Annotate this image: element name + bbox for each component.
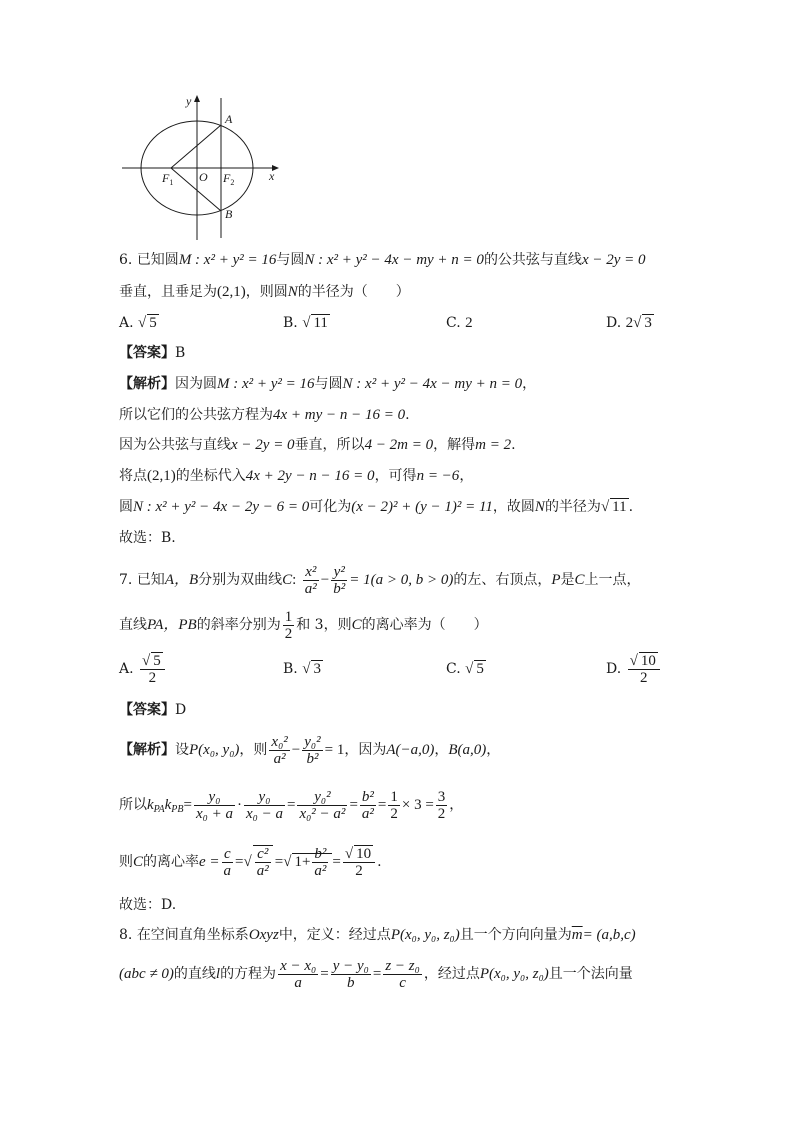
q7-option-d: D. $\frac{√ 10}{2}$ — [606, 651, 662, 687]
q6-analysis-4: 将点(2,1)的坐标代入4x + 2y − n − 16 = 0，可得n = −6， — [119, 468, 474, 484]
ellipse-figure — [115, 92, 285, 242]
q7-stem-line2: 直线PA，PB的斜率分别为 $\frac{1}{2}$ 和 3，则C的离心率为（ ） — [119, 608, 488, 642]
q8-line1: 8. 在空间直角坐标系Oxyz中，定义：经过点P(x₀, y₀, z₀)且一个方向向量为$\overline{m}= (a,b,c)$ — [119, 927, 636, 943]
q6-option-c: C. 2 — [446, 315, 473, 331]
q7-analysis-3: 则C的离心率e = $\frac{c}{a}$ =√ $\frac{\text{c²}}{\text{a²}}$ =√ 1+ $\frac{\text{b²}}{\text{a²}}$ = $\frac{√ 10}{2}$ . — [119, 845, 382, 879]
segment-f1-a — [171, 125, 221, 168]
label-o: O — [199, 170, 208, 184]
q7-answer: 【答案】D — [119, 702, 187, 718]
q6-option-d: D. 2√ 3 — [606, 315, 652, 331]
label-y: y — [186, 94, 192, 108]
q7-option-c: C. √ 5 — [446, 661, 484, 677]
q6-analysis-1: 【解析】因为圆M : x² + y² = 16与圆N : x² + y² − 4x − my + n = 0， — [119, 376, 537, 392]
q6-option-b: B. √ 11 — [283, 315, 328, 331]
q6-analysis-2: 所以它们的公共弦方程为4x + my − n − 16 = 0. — [119, 407, 410, 423]
q6-analysis-5: 圆N : x² + y² − 4x − 2y − 6 = 0可化为(x − 2)² + (y − 1)² = 11，故圆N的半径为√ 11 . — [119, 499, 634, 515]
segment-f1-b — [171, 168, 221, 211]
q7-select: 故选：D. — [119, 897, 177, 913]
q7-stem-line1: 7. 已知A，B分别为双曲线C: $\frac{\text{x²}}{\text{a²}}$ − $\frac{\text{y²}}{\text{b²}}$ = 1(a > 0, b > 0)的左、右顶点，P是C上一点， — [119, 563, 641, 597]
q6-stem-line2: 垂直，且垂足为(2,1)，则圆N的半径为（ ） — [119, 284, 410, 300]
q7-analysis-2: 所以$k_{PA}k_{PB}=$ $\frac{\text{y₀}}{\text{x₀ + a}}$ · $\frac{\text{y₀}}{\text{x₀ − a}}$ = $\frac{\text{y₀²}}{\text{x₀² − a²}}$ = $\frac{\text{b²}}{\text{a²}}$ = $\frac{1}{2}$ × 3 = $\frac{3}{2}$ ， — [119, 788, 464, 822]
label-f1: $F_1$ — [162, 171, 174, 187]
label-b: B — [225, 207, 233, 221]
q7-option-b: B. √ 3 — [283, 661, 321, 677]
q6-option-a: A. √ 5 — [119, 315, 157, 331]
q7-analysis-1: 【解析】设P(x₀, y₀)，则 $\frac{\text{x₀²}}{\text{a²}}$ − $\frac{\text{y₀²}}{\text{b²}}$ = 1，因为A(−a,0)，B(a,0)， — [119, 733, 501, 767]
q6-stem-line1: 6. 已知圆M : x² + y² = 16与圆N : x² + y² − 4x − my + n = 0的公共弦与直线x − 2y = 0 — [119, 252, 646, 268]
label-x: x — [269, 169, 275, 183]
q6-select: 故选：B. — [119, 530, 176, 546]
label-f2: $F_2$ — [223, 171, 235, 187]
q8-line2: (abc ≠ 0)的直线l的方程为 $\frac{\text{x − x₀}}{a}$ = $\frac{\text{y − y₀}}{b}$ = $\frac{\text{z − z₀}}{c}$ ，经过点P(x₀, y₀, z₀)且一个法向量 — [119, 957, 633, 991]
label-a: A — [225, 112, 233, 126]
q6-answer: 【答案】B — [119, 345, 186, 361]
q6-analysis-3: 因为公共弦与直线x − 2y = 0垂直，所以4 − 2m = 0，解得m = 2. — [119, 437, 516, 453]
q7-option-a: A. $\frac{√ 5}{2}$ — [119, 651, 167, 687]
y-axis-arrow — [194, 95, 200, 102]
